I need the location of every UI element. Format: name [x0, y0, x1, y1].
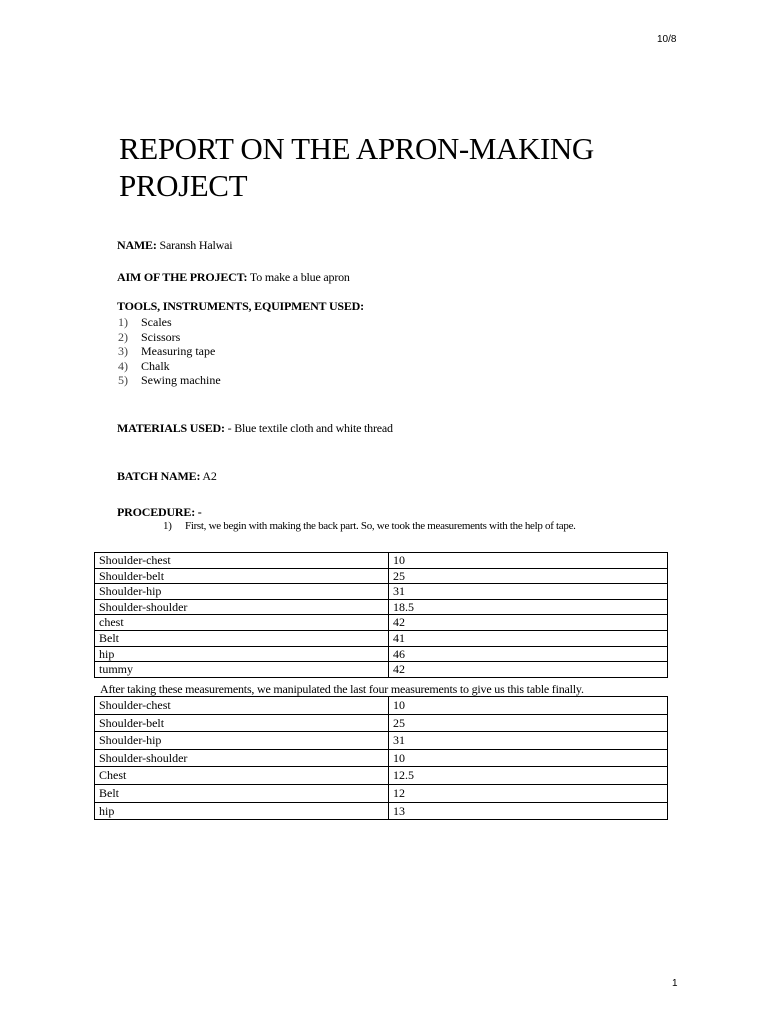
list-number: 1) [118, 315, 128, 329]
list-number: 5) [118, 373, 128, 388]
measure-name: chest [95, 615, 389, 631]
measurements-table-initial [94, 552, 668, 678]
list-text: Scales [141, 315, 172, 329]
aim-field [117, 270, 350, 285]
table-row [95, 630, 668, 646]
measure-value: 31 [389, 732, 668, 750]
table-row [95, 784, 668, 802]
batch-field [117, 469, 217, 484]
measure-value: 10 [389, 697, 668, 715]
name-field [117, 238, 232, 253]
table-row [95, 599, 668, 615]
list-item [118, 315, 221, 330]
list-number: 2) [118, 329, 128, 344]
table-row [95, 732, 668, 750]
aim-value: To make a blue apron [249, 270, 350, 284]
list-text: Chalk [141, 358, 170, 373]
list-text: Scissors [141, 329, 181, 344]
step-text: First, we begin with making the back part. So, we took the measurements with the help of tape. [185, 520, 576, 532]
procedure-heading [117, 505, 202, 520]
procedure-step [163, 520, 576, 532]
measure-name: hip [95, 646, 389, 662]
table-row [95, 568, 668, 584]
aim-label: AIM OF THE PROJECT: [117, 270, 248, 284]
materials-value: - Blue textile cloth and white thread [227, 421, 393, 435]
measure-name: Shoulder-belt [95, 568, 389, 584]
measure-value: 10 [389, 749, 668, 767]
materials-label: MATERIALS USED: [117, 421, 225, 435]
measure-value: 12.5 [389, 767, 668, 785]
list-item [118, 330, 221, 345]
table-row [95, 584, 668, 600]
procedure-label: PROCEDURE: - [117, 505, 202, 519]
measure-value: 13 [389, 802, 668, 820]
measure-value: 25 [389, 568, 668, 584]
measure-value: 10 [389, 553, 668, 569]
table-row [95, 697, 668, 715]
measure-value: 18.5 [389, 599, 668, 615]
measurements-table-final [94, 696, 668, 820]
measure-value: 12 [389, 784, 668, 802]
measure-value: 25 [389, 714, 668, 732]
measure-name: Belt [95, 784, 389, 802]
name-value: Saransh Halwai [159, 238, 233, 252]
measure-value: 42 [389, 662, 668, 678]
measure-value: 42 [389, 615, 668, 631]
tools-list [118, 315, 221, 388]
between-tables-text: After taking these measurements, we manipulated the last four measurements to give us this table finally. [100, 682, 584, 696]
measure-name: Shoulder-chest [95, 553, 389, 569]
table-row [95, 615, 668, 631]
list-text: Measuring tape [141, 344, 216, 359]
measure-name: tummy [95, 662, 389, 678]
table-row [95, 767, 668, 785]
list-number: 3) [118, 344, 128, 359]
list-item [118, 344, 221, 359]
name-label: NAME: [117, 238, 157, 252]
tools-heading [117, 299, 364, 314]
materials-field [117, 421, 393, 436]
table-row [95, 553, 668, 569]
measure-name: hip [95, 802, 389, 820]
measure-value: 31 [389, 584, 668, 600]
measure-name: Chest [95, 767, 389, 785]
measure-name: Shoulder-belt [95, 714, 389, 732]
header-date: 10/8 [657, 34, 677, 45]
measure-name: Shoulder-shoulder [95, 599, 389, 615]
table-row [95, 646, 668, 662]
step-number: 1) [163, 520, 172, 532]
measure-value: 41 [389, 630, 668, 646]
report-title: REPORT ON THE APRON-MAKING PROJECT [119, 131, 594, 203]
measure-name: Shoulder-shoulder [95, 749, 389, 767]
measure-name: Shoulder-chest [95, 697, 389, 715]
measure-name: Belt [95, 630, 389, 646]
list-number: 4) [118, 358, 128, 373]
batch-value: A2 [202, 469, 217, 483]
table-row [95, 749, 668, 767]
table-row [95, 714, 668, 732]
table-row [95, 662, 668, 678]
list-item [118, 373, 221, 388]
list-item [118, 359, 221, 374]
measure-name: Shoulder-hip [95, 584, 389, 600]
measure-value: 46 [389, 646, 668, 662]
tools-label: TOOLS, INSTRUMENTS, EQUIPMENT USED: [117, 299, 364, 313]
list-text: Sewing machine [141, 373, 221, 388]
page-number: 1 [672, 978, 678, 989]
table-row [95, 802, 668, 820]
measure-name: Shoulder-hip [95, 732, 389, 750]
batch-label: BATCH NAME: [117, 469, 201, 483]
